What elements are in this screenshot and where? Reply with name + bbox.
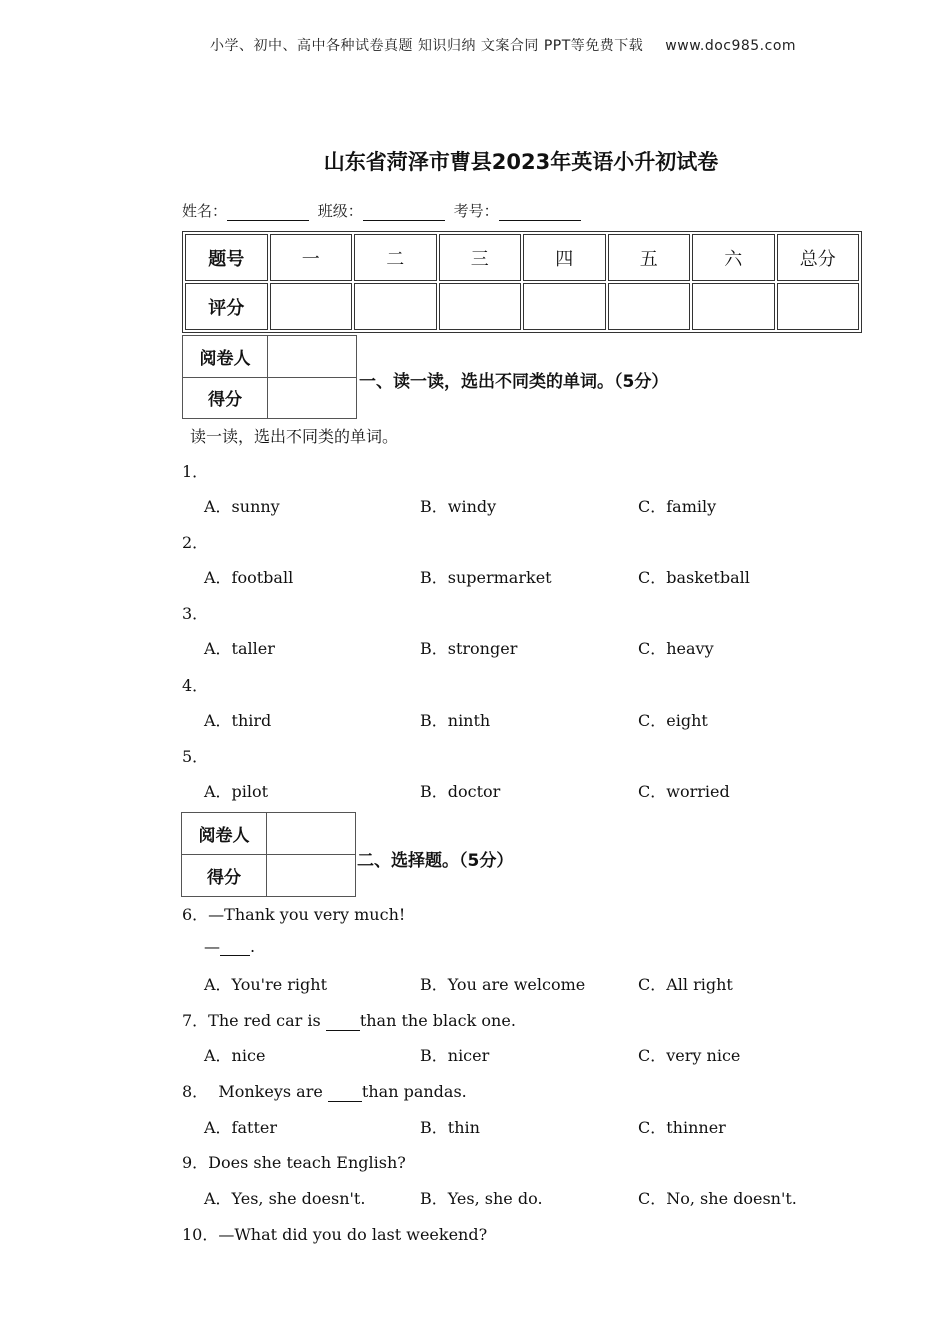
option-a[interactable]: A．sunny	[204, 497, 280, 516]
option-c[interactable]: C．No, she doesn't.	[638, 1189, 797, 1208]
name-blank[interactable]	[227, 206, 309, 221]
grader-box-1	[182, 335, 357, 419]
exam-title: 山东省菏泽市曹县2023年英语小升初试卷	[323, 150, 719, 174]
score-input-cell[interactable]	[777, 283, 860, 330]
question-number: 5．	[182, 747, 209, 766]
score-input-cell[interactable]	[523, 283, 606, 330]
option-c[interactable]: C．thinner	[638, 1118, 726, 1137]
score-cell-label: 题号	[185, 234, 268, 281]
option-b[interactable]: B．You are welcome	[420, 975, 586, 994]
reviewer-blank[interactable]	[267, 813, 356, 855]
option-b[interactable]: B．Yes, she do.	[420, 1189, 543, 1208]
option-c[interactable]: C．family	[638, 497, 717, 516]
student-info	[182, 200, 585, 221]
score-input-cell[interactable]	[439, 283, 522, 330]
option-a[interactable]: A．fatter	[204, 1118, 277, 1137]
question-8-stem	[182, 1079, 467, 1102]
header-site[interactable]: www.doc985.com	[665, 38, 797, 54]
score-cell: 六	[692, 234, 775, 281]
option-c[interactable]: C．very nice	[638, 1046, 741, 1065]
score-cell: 总分	[777, 234, 860, 281]
option-a[interactable]: A．Yes, she doesn't.	[204, 1189, 366, 1208]
score-label: 得分	[182, 855, 267, 897]
option-b[interactable]: B．ninth	[420, 711, 491, 730]
option-b[interactable]: B．nicer	[420, 1046, 490, 1065]
option-c[interactable]: C．basketball	[638, 568, 750, 587]
stem-suffix: than pandas.	[361, 1082, 467, 1101]
option-b[interactable]: B．thin	[420, 1118, 480, 1137]
score-cell: 三	[439, 234, 522, 281]
score-cell: 四	[523, 234, 606, 281]
answer-blank[interactable]	[326, 1016, 360, 1031]
section-1-heading: 一、读一读，选出不同类的单词。（5分）	[359, 372, 669, 392]
option-a[interactable]: A．You're right	[204, 975, 328, 994]
exam-no-blank[interactable]	[499, 206, 581, 221]
reply-suffix: .	[250, 937, 256, 956]
answer-blank[interactable]	[328, 1087, 362, 1102]
reply-prefix: —	[204, 937, 220, 956]
section-2-heading: 二、选择题。（5分）	[357, 851, 514, 871]
option-c[interactable]: C．heavy	[638, 639, 714, 658]
exam-no-label: 考号：	[453, 202, 499, 220]
option-c[interactable]: C．All right	[638, 975, 733, 994]
question-10-stem: 10．—What did you do last weekend?	[182, 1225, 488, 1244]
option-c[interactable]: C．worried	[638, 782, 730, 801]
reviewer-blank[interactable]	[268, 336, 357, 378]
question-9-stem: 9．Does she teach English?	[182, 1153, 406, 1172]
option-a[interactable]: A．football	[204, 568, 294, 587]
score-cell: 五	[608, 234, 691, 281]
score-table-header-row	[185, 234, 859, 281]
score-input-cell[interactable]	[692, 283, 775, 330]
class-blank[interactable]	[363, 206, 445, 221]
header-text: 小学、初中、高中各种试卷真题 知识归纳 文案合同 PPT等免费下载	[210, 38, 644, 54]
question-7-stem	[182, 1008, 516, 1031]
score-blank[interactable]	[268, 377, 357, 419]
question-6-stem: 6．—Thank you very much!	[182, 905, 406, 924]
question-number: 2．	[182, 533, 209, 552]
score-cell: 一	[270, 234, 353, 281]
stem-prefix: 7．The red car is	[182, 1011, 326, 1030]
stem-suffix: than the black one.	[359, 1011, 516, 1030]
question-6-reply	[204, 937, 255, 956]
stem-prefix: 8． Monkeys are	[182, 1082, 328, 1101]
score-input-cell[interactable]	[608, 283, 691, 330]
option-a[interactable]: A．third	[204, 711, 272, 730]
question-number: 4．	[182, 676, 209, 695]
score-row-label: 评分	[185, 283, 268, 330]
score-table-score-row	[185, 283, 859, 330]
option-b[interactable]: B．doctor	[420, 782, 501, 801]
option-b[interactable]: B．windy	[420, 497, 497, 516]
class-label: 班级：	[317, 202, 363, 220]
reviewer-label: 阅卷人	[182, 813, 267, 855]
option-b[interactable]: B．supermarket	[420, 568, 552, 587]
option-a[interactable]: A．pilot	[204, 782, 269, 801]
page-header	[210, 35, 796, 55]
option-a[interactable]: A．nice	[204, 1046, 266, 1065]
option-a[interactable]: A．taller	[204, 639, 275, 658]
score-input-cell[interactable]	[270, 283, 353, 330]
score-table	[182, 231, 862, 333]
option-c[interactable]: C．eight	[638, 711, 708, 730]
reviewer-label: 阅卷人	[183, 336, 268, 378]
question-number: 1．	[182, 462, 209, 481]
score-label: 得分	[183, 377, 268, 419]
grader-box-2	[181, 812, 356, 897]
question-number: 3．	[182, 604, 209, 623]
section-1-instruction: 读一读，选出不同类的单词。	[190, 427, 399, 446]
score-input-cell[interactable]	[354, 283, 437, 330]
answer-blank[interactable]	[220, 941, 250, 956]
score-blank[interactable]	[267, 855, 356, 897]
score-cell: 二	[354, 234, 437, 281]
option-b[interactable]: B．stronger	[420, 639, 518, 658]
name-label: 姓名：	[182, 202, 228, 220]
